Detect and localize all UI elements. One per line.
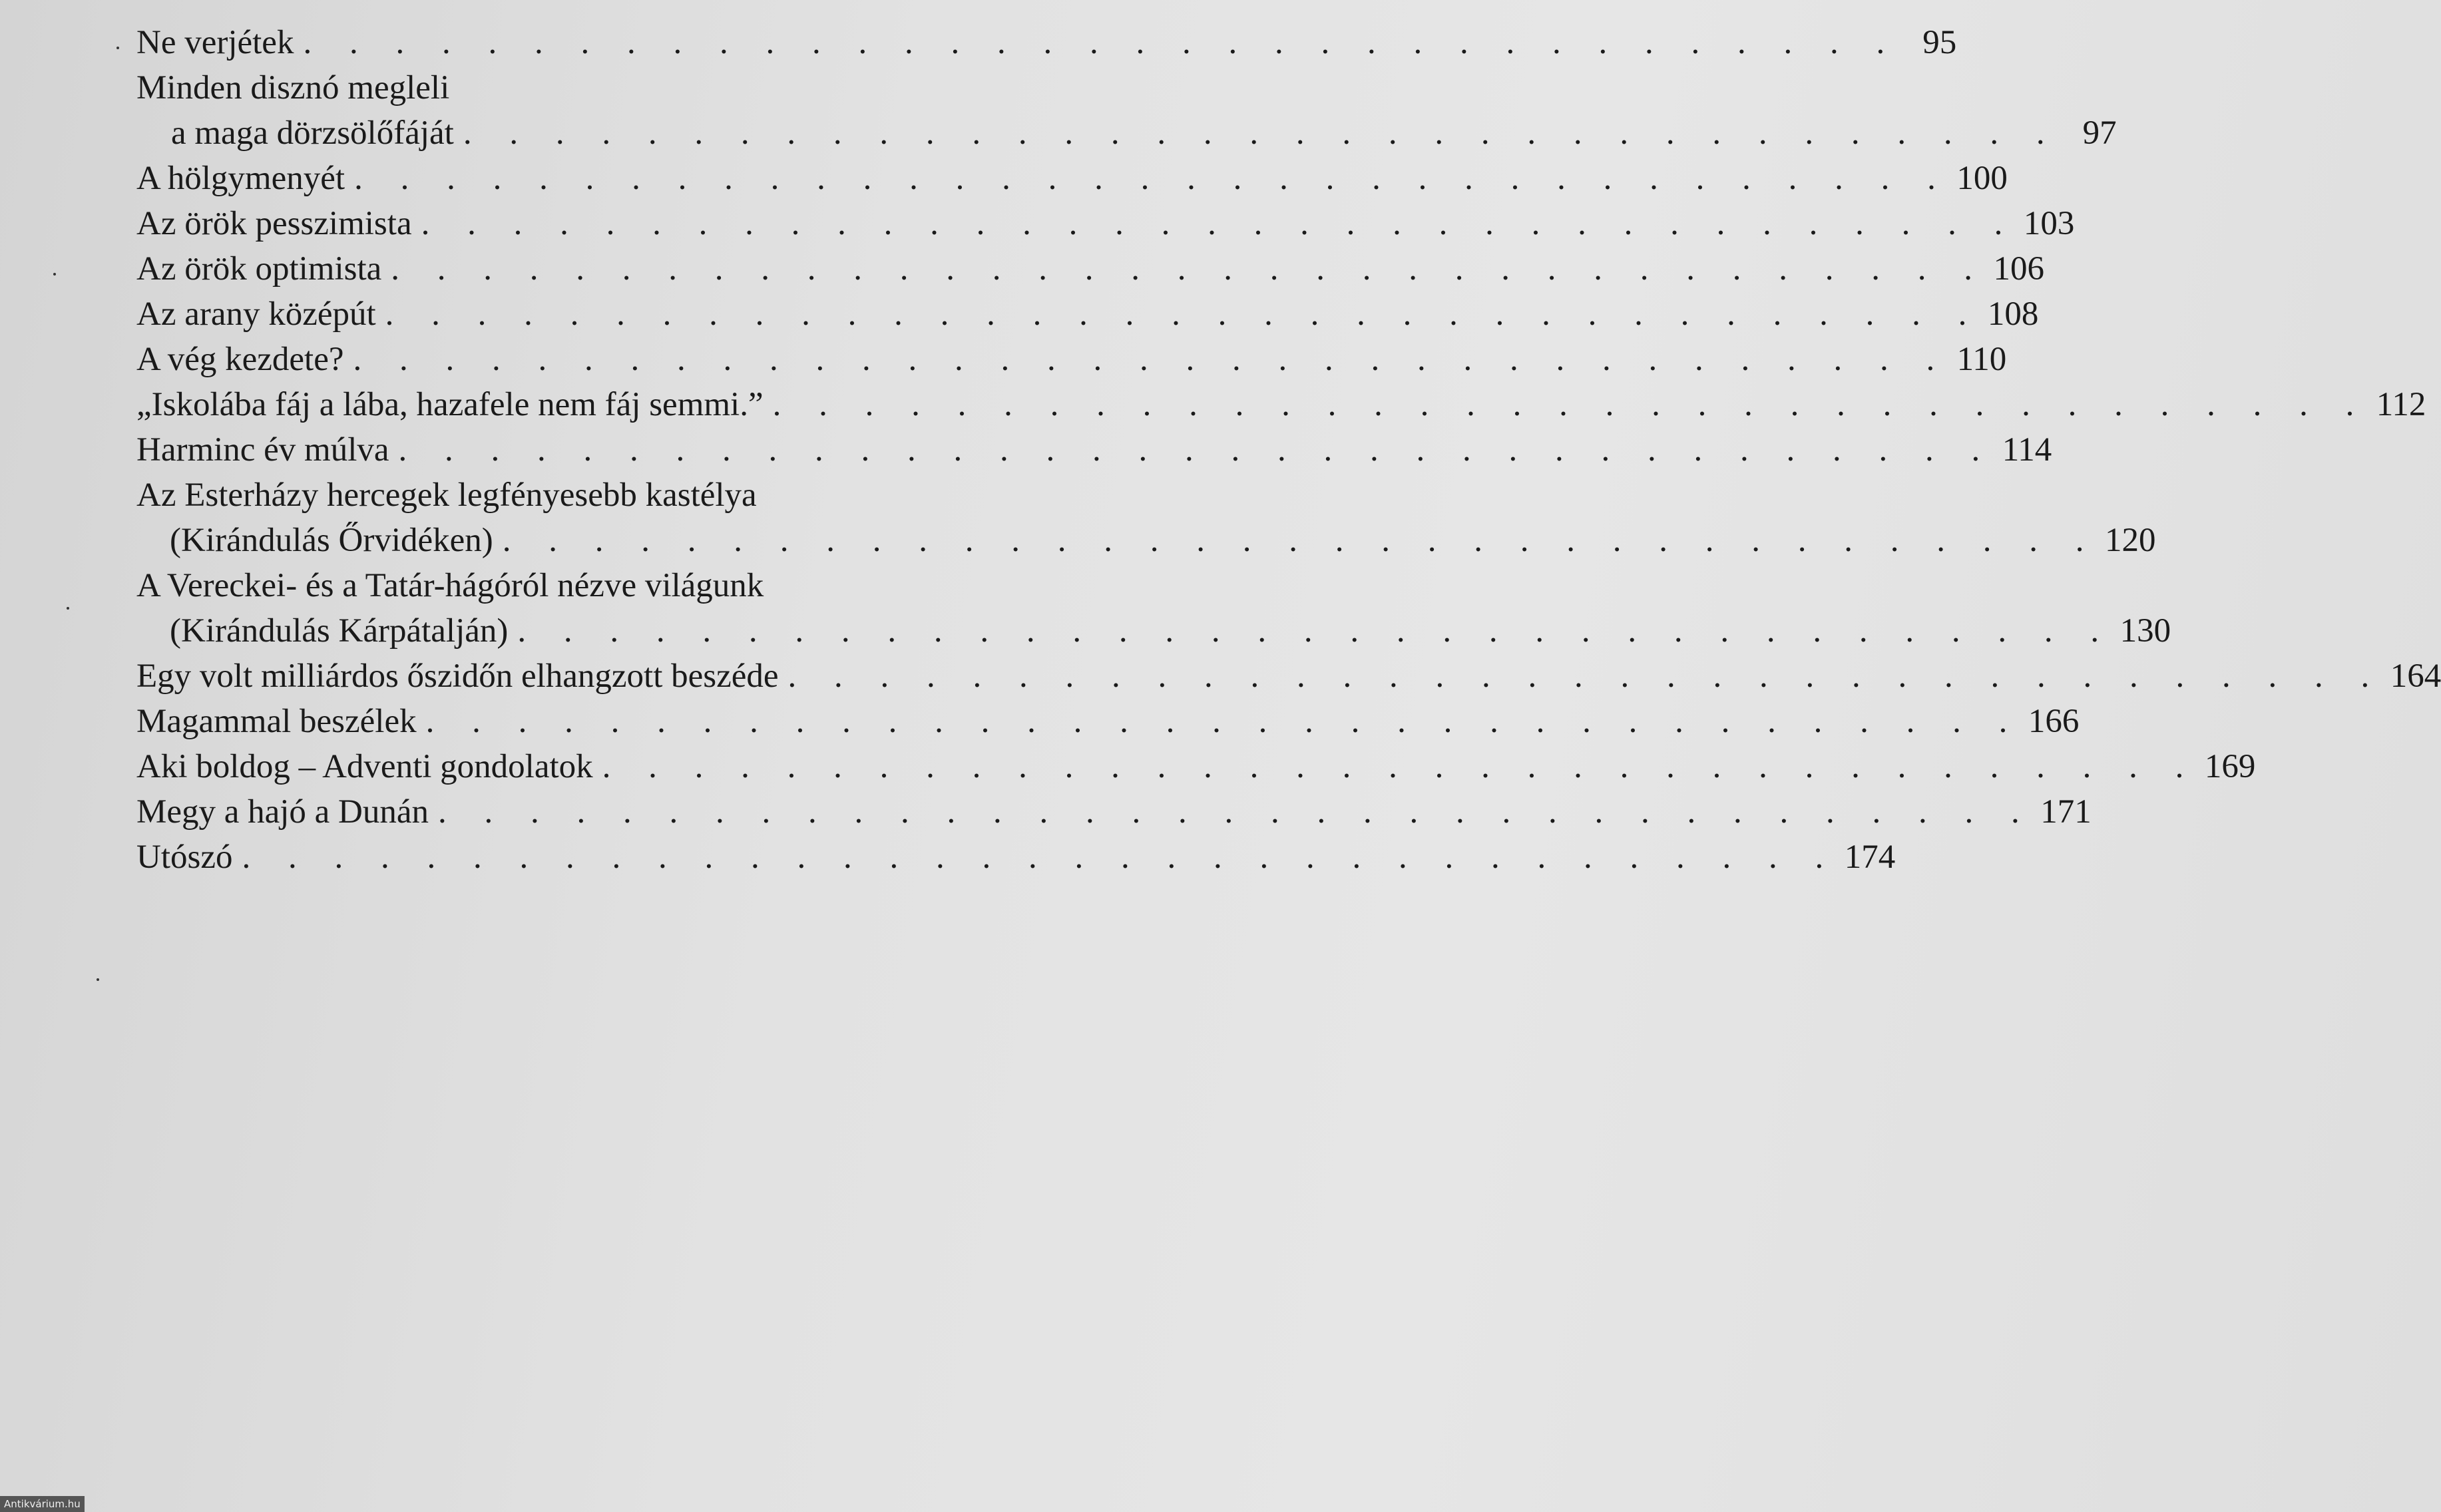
toc-entry xyxy=(136,654,2441,699)
toc-entry-page: 114 xyxy=(2002,431,2052,469)
toc-entry xyxy=(136,382,2426,427)
toc-entry-line1 xyxy=(136,65,1102,110)
toc-entry-page: 171 xyxy=(2040,793,2092,831)
toc-entry-title: A hölgymenyét xyxy=(136,160,345,197)
dot-leader: . . . . . . . . . . . . . . . . . . . . . . . . . . . . . . . . . . . xyxy=(421,205,2018,242)
toc-entry xyxy=(136,699,2080,744)
dot-leader: . . . . . . . . . . . . . . . . . . . . . . . . . . . . . . . . . . . xyxy=(354,160,1950,197)
toc-entry-page: 112 xyxy=(2376,386,2426,423)
toc-entry xyxy=(136,427,2052,472)
toc-entry xyxy=(136,744,2256,789)
toc-entry-title: Az örök pesszimista xyxy=(136,205,412,242)
dot-leader: . . . . . . . . . . . . . . . . . . . . . . . . . . . . . . . . . . . xyxy=(602,748,2199,785)
toc-entry xyxy=(136,201,2075,246)
toc-entry xyxy=(136,110,2117,156)
toc-entry xyxy=(136,246,2045,291)
toc-entry-title: (Kirándulás Őrvidéken) xyxy=(170,522,493,559)
toc-entry-title-line1: A Vereckei- és a Tatár-hágóról nézve világunk xyxy=(136,567,764,604)
toc-entry-title: Utószó xyxy=(136,839,233,876)
dot-leader: . . . . . . . . . . . . . . . . . . . . . . . . . . . . . . . . . . . xyxy=(425,703,2022,740)
toc-entry-title-line1: Az Esterházy hercegek legfényesebb kastélya xyxy=(136,476,757,514)
toc-entry-page: 130 xyxy=(2119,612,2171,650)
toc-entry-page: 97 xyxy=(2082,114,2117,152)
toc-entry-title: „Iskolába fáj a lába, hazafele nem fáj semmi.” xyxy=(136,386,764,423)
paper-speck xyxy=(53,273,56,276)
toc-entry-title: Az arany középút xyxy=(136,295,376,333)
toc-entry-title: Az örök optimista xyxy=(136,250,382,287)
toc-entry-page: 106 xyxy=(1993,250,2045,287)
toc-entry-title: Egy volt milliárdos őszidőn elhangzott beszéde xyxy=(136,658,779,695)
toc-entry xyxy=(136,789,2092,835)
toc-entry xyxy=(136,156,2008,201)
dot-leader: . . . . . . . . . . . . . . . . . . . . . . . . . . . . . . . . . . . xyxy=(242,839,1839,876)
toc-entry-title: a maga dörzsölőfáját xyxy=(171,114,454,152)
dot-leader: . . . . . . . . . . . . . . . . . . . . . . . . . . . . . . . . . . . xyxy=(502,522,2099,559)
toc-entry xyxy=(136,608,2171,654)
toc-entry-line1 xyxy=(136,472,1102,518)
paper-speck xyxy=(97,978,99,981)
toc-entry-title: (Kirándulás Kárpátalján) xyxy=(170,612,509,650)
toc-entry xyxy=(136,337,2007,382)
dot-leader: . . . . . . . . . . . . . . . . . . . . . . . . . . . . . . . . . . . xyxy=(438,793,2034,831)
toc-entry-page: 110 xyxy=(1956,341,2007,378)
table-of-contents xyxy=(136,20,2441,880)
toc-entry-title: Megy a hajó a Dunán xyxy=(136,793,429,831)
toc-entry-page: 166 xyxy=(2028,703,2080,740)
toc-entry-title: A vég kezdete? xyxy=(136,341,344,378)
watermark: Antikvárium.hu xyxy=(0,1496,85,1512)
dot-leader: . . . . . . . . . . . . . . . . . . . . . . . . . . . . . . . . . . . xyxy=(385,295,1982,333)
toc-entry-title: Ne verjétek xyxy=(136,24,294,61)
toc-entry-page: 174 xyxy=(1844,839,1896,876)
toc-entry xyxy=(136,518,2156,563)
dot-leader: . . . . . . . . . . . . . . . . . . . . . . . . . . . . . . . . . . . xyxy=(391,250,1988,287)
toc-entry-page: 103 xyxy=(2023,205,2075,242)
toc-entry xyxy=(136,835,1896,880)
toc-entry-title: Aki boldog – Adventi gondolatok xyxy=(136,748,593,785)
toc-entry-title-line1: Minden disznó megleli xyxy=(136,69,450,106)
paper-speck xyxy=(116,47,119,49)
toc-entry-page: 100 xyxy=(1956,160,2008,197)
dot-leader: . . . . . . . . . . . . . . . . . . . . . . . . . . . . . . . . . . . xyxy=(787,658,2384,695)
toc-entry xyxy=(136,291,2039,337)
toc-entry-line1 xyxy=(136,563,1102,608)
dot-leader: . . . . . . . . . . . . . . . . . . . . . . . . . . . . . . . . . . . xyxy=(463,114,2060,152)
toc-entry xyxy=(136,20,1957,65)
toc-entry-page: 120 xyxy=(2105,522,2156,559)
toc-entry-page: 95 xyxy=(1922,24,1957,61)
dot-leader: . . . . . . . . . . . . . . . . . . . . . . . . . . . . . . . . . . . xyxy=(772,386,2369,423)
toc-entry-page: 169 xyxy=(2204,748,2256,785)
toc-entry-title: Magammal beszélek xyxy=(136,703,417,740)
toc-entry-page: 108 xyxy=(1987,295,2039,333)
toc-entry-title: Harminc év múlva xyxy=(136,431,389,469)
paper-speck xyxy=(67,607,69,610)
dot-leader: . . . . . . . . . . . . . . . . . . . . . . . . . . . . . . . . . . . xyxy=(517,612,2114,650)
dot-leader: . . . . . . . . . . . . . . . . . . . . . . . . . . . . . . . . . . . xyxy=(303,24,1900,61)
toc-entry-page: 164 xyxy=(2390,658,2441,695)
dot-leader: . . . . . . . . . . . . . . . . . . . . . . . . . . . . . . . . . . . xyxy=(398,431,1995,469)
dot-leader: . . . . . . . . . . . . . . . . . . . . . . . . . . . . . . . . . . . xyxy=(353,341,1950,378)
